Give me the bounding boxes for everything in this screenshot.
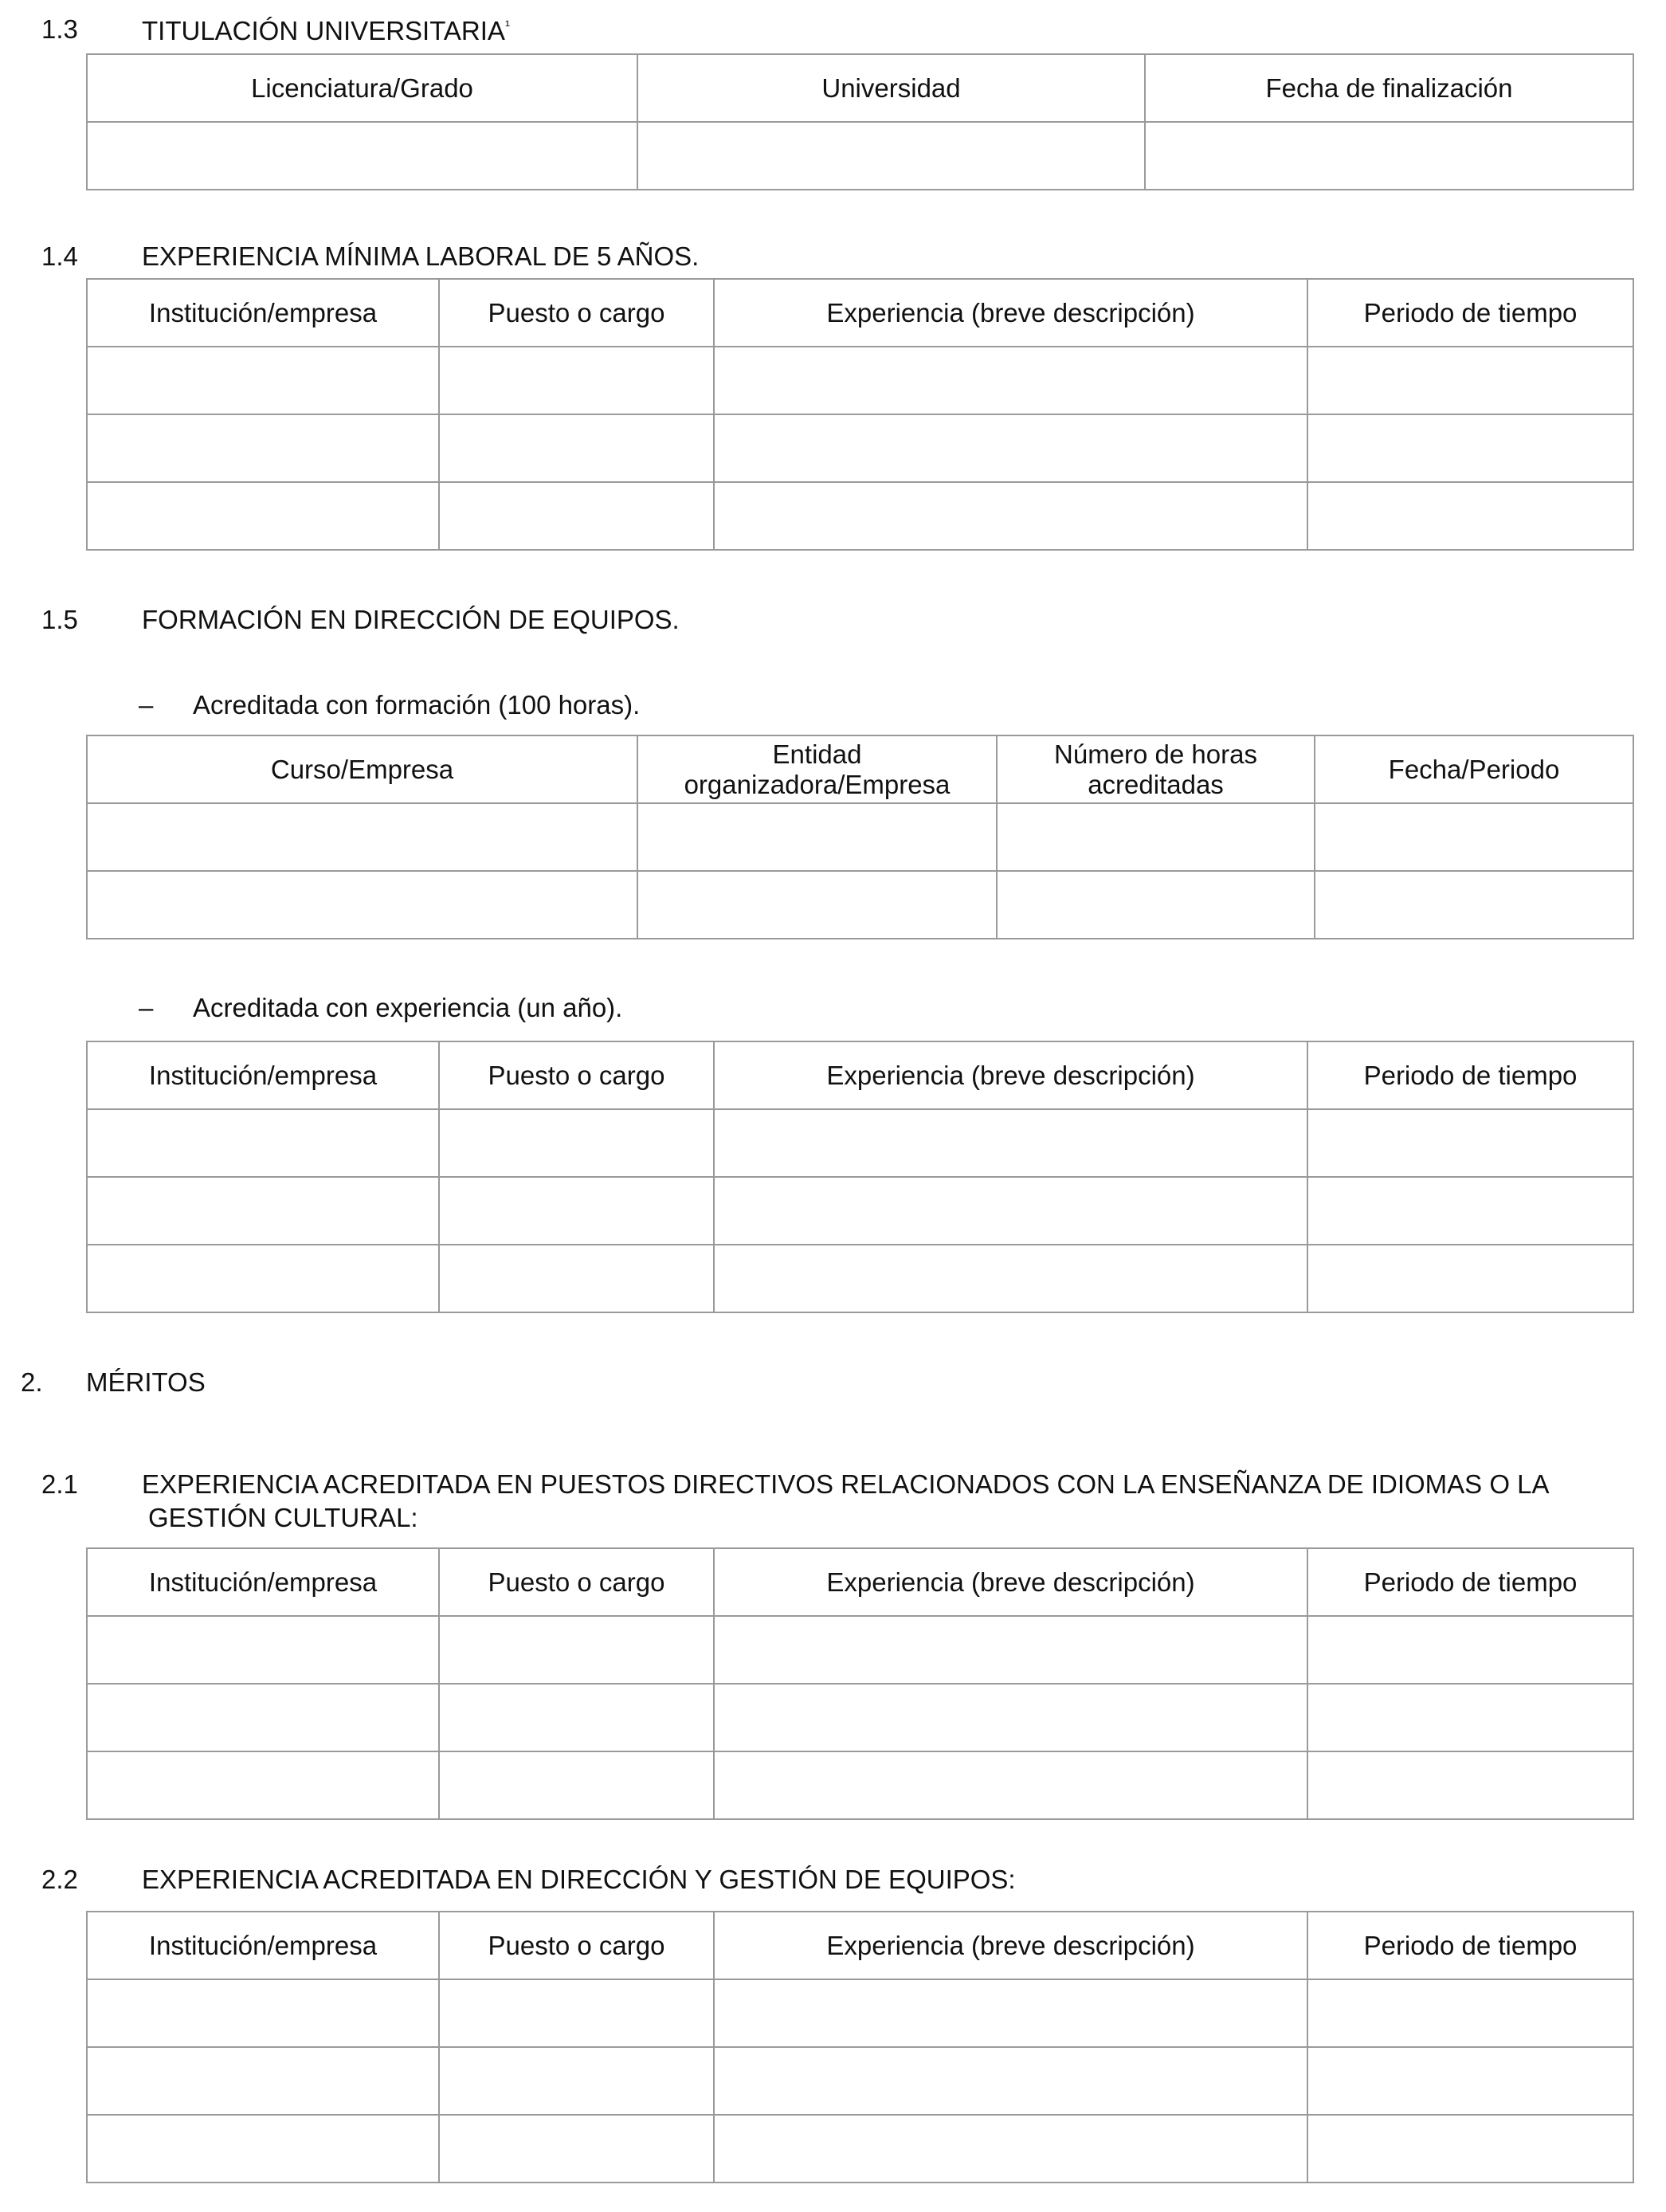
section-number: 1.4 bbox=[41, 241, 78, 271]
input-cell[interactable] bbox=[1315, 871, 1633, 939]
input-cell[interactable] bbox=[87, 1616, 439, 1684]
input-cell[interactable] bbox=[714, 414, 1307, 482]
input-cell[interactable] bbox=[87, 482, 439, 550]
table-row[interactable] bbox=[87, 414, 1633, 482]
input-cell[interactable] bbox=[439, 1979, 714, 2047]
input-cell[interactable] bbox=[87, 1245, 439, 1312]
header-cell: Institución/empresa bbox=[87, 1912, 439, 1979]
bullet-text: Acreditada con experiencia (un año). bbox=[193, 993, 623, 1022]
input-cell[interactable] bbox=[1307, 1109, 1633, 1177]
input-cell[interactable] bbox=[1315, 803, 1633, 871]
header-cell: Experiencia (breve descripción) bbox=[714, 1041, 1307, 1109]
input-cell[interactable] bbox=[997, 803, 1315, 871]
input-cell[interactable] bbox=[87, 122, 637, 190]
input-cell[interactable] bbox=[714, 2047, 1307, 2115]
input-cell[interactable] bbox=[1307, 414, 1633, 482]
header-cell: Experiencia (breve descripción) bbox=[714, 279, 1307, 347]
table-row[interactable] bbox=[87, 1245, 1633, 1312]
table-header-row bbox=[87, 1548, 1633, 1616]
input-cell[interactable] bbox=[714, 1109, 1307, 1177]
header-cell: Periodo de tiempo bbox=[1307, 1548, 1633, 1616]
input-cell[interactable] bbox=[439, 1245, 714, 1312]
bullet-dash: – bbox=[139, 690, 154, 720]
header-cell: Puesto o cargo bbox=[439, 1912, 714, 1979]
header-cell: Experiencia (breve descripción) bbox=[714, 1548, 1307, 1616]
input-cell[interactable] bbox=[87, 1684, 439, 1751]
input-cell[interactable] bbox=[1307, 1979, 1633, 2047]
section-number: 2. bbox=[21, 1367, 43, 1397]
section-number: 2.2 bbox=[41, 1865, 78, 1894]
table-header-row bbox=[87, 1912, 1633, 1979]
header-cell: Puesto o cargo bbox=[439, 279, 714, 347]
input-cell[interactable] bbox=[1307, 1751, 1633, 1819]
header-cell: Institución/empresa bbox=[87, 279, 439, 347]
input-cell[interactable] bbox=[87, 1109, 439, 1177]
section-number: 1.5 bbox=[41, 605, 78, 634]
section-title: FORMACIÓN EN DIRECCIÓN DE EQUIPOS. bbox=[142, 605, 680, 634]
table-row[interactable] bbox=[87, 347, 1633, 414]
input-cell[interactable] bbox=[714, 1177, 1307, 1245]
input-cell[interactable] bbox=[714, 1979, 1307, 2047]
header-cell: Periodo de tiempo bbox=[1307, 1912, 1633, 1979]
table-row[interactable] bbox=[87, 1109, 1633, 1177]
input-cell[interactable] bbox=[1307, 347, 1633, 414]
input-cell[interactable] bbox=[439, 1684, 714, 1751]
input-cell[interactable] bbox=[87, 2047, 439, 2115]
table-row[interactable] bbox=[87, 2047, 1633, 2115]
input-cell[interactable] bbox=[1307, 482, 1633, 550]
input-cell[interactable] bbox=[87, 803, 637, 871]
input-cell[interactable] bbox=[997, 871, 1315, 939]
input-cell[interactable] bbox=[637, 803, 997, 871]
header-cell: Institución/empresa bbox=[87, 1041, 439, 1109]
section-title-line2: GESTIÓN CULTURAL: bbox=[148, 1503, 418, 1532]
input-cell[interactable] bbox=[87, 347, 439, 414]
input-cell[interactable] bbox=[439, 1109, 714, 1177]
table-header-row bbox=[87, 279, 1633, 347]
input-cell[interactable] bbox=[637, 122, 1145, 190]
table-header-row bbox=[87, 1041, 1633, 1109]
input-cell[interactable] bbox=[87, 414, 439, 482]
input-cell[interactable] bbox=[714, 347, 1307, 414]
header-cell: Experiencia (breve descripción) bbox=[714, 1912, 1307, 1979]
input-cell[interactable] bbox=[439, 1616, 714, 1684]
table-header-row bbox=[87, 54, 1633, 122]
input-cell[interactable] bbox=[439, 414, 714, 482]
table-row[interactable] bbox=[87, 2115, 1633, 2183]
input-cell[interactable] bbox=[1307, 2047, 1633, 2115]
input-cell[interactable] bbox=[714, 2115, 1307, 2183]
directive-experience-table bbox=[86, 1547, 1634, 1820]
degree-table bbox=[86, 53, 1634, 190]
input-cell[interactable] bbox=[1307, 1245, 1633, 1312]
input-cell[interactable] bbox=[87, 1751, 439, 1819]
header-cell: Puesto o cargo bbox=[439, 1548, 714, 1616]
section-title-line1: EXPERIENCIA ACREDITADA EN PUESTOS DIRECTIVOS RELACIONADOS CON LA ENSEÑANZA DE IDIOMAS O LA bbox=[142, 1469, 1550, 1499]
input-cell[interactable] bbox=[1145, 122, 1633, 190]
header-cell: Número de horas acreditadas bbox=[997, 735, 1315, 803]
input-cell[interactable] bbox=[1307, 1684, 1633, 1751]
header-cell: Licenciatura/Grado bbox=[87, 54, 637, 122]
input-cell[interactable] bbox=[1307, 1177, 1633, 1245]
input-cell[interactable] bbox=[439, 1751, 714, 1819]
input-cell[interactable] bbox=[714, 1751, 1307, 1819]
header-cell: Fecha/Periodo bbox=[1315, 735, 1633, 803]
training-table bbox=[86, 735, 1634, 939]
input-cell[interactable] bbox=[439, 347, 714, 414]
section-number: 2.1 bbox=[41, 1469, 78, 1499]
footnote-marker: ¹ bbox=[504, 18, 510, 33]
table-row[interactable] bbox=[87, 803, 1633, 871]
table-row[interactable] bbox=[87, 482, 1633, 550]
team-management-table bbox=[86, 1911, 1634, 2183]
input-cell[interactable] bbox=[1307, 2115, 1633, 2183]
input-cell[interactable] bbox=[714, 482, 1307, 550]
input-cell[interactable] bbox=[439, 2115, 714, 2183]
table-row[interactable] bbox=[87, 1616, 1633, 1684]
header-cell: Curso/Empresa bbox=[87, 735, 637, 803]
management-experience-table bbox=[86, 1041, 1634, 1313]
header-cell: Periodo de tiempo bbox=[1307, 279, 1633, 347]
input-cell[interactable] bbox=[87, 2115, 439, 2183]
input-cell[interactable] bbox=[637, 871, 997, 939]
input-cell[interactable] bbox=[714, 1616, 1307, 1684]
header-cell: Puesto o cargo bbox=[439, 1041, 714, 1109]
header-cell: Universidad bbox=[637, 54, 1145, 122]
input-cell[interactable] bbox=[714, 1245, 1307, 1312]
table-row[interactable] bbox=[87, 1979, 1633, 2047]
header-cell: Institución/empresa bbox=[87, 1548, 439, 1616]
header-cell: Entidad organizadora/Empresa bbox=[637, 735, 997, 803]
section-title bbox=[142, 16, 510, 46]
input-cell[interactable] bbox=[87, 1979, 439, 2047]
table-row[interactable] bbox=[87, 1177, 1633, 1245]
table-row[interactable] bbox=[87, 1684, 1633, 1751]
work-experience-table bbox=[86, 278, 1634, 551]
bullet-dash: – bbox=[139, 993, 154, 1022]
input-cell[interactable] bbox=[439, 482, 714, 550]
section-title: MÉRITOS bbox=[86, 1367, 206, 1397]
bullet-text: Acreditada con formación (100 horas). bbox=[193, 690, 641, 720]
table-row[interactable] bbox=[87, 871, 1633, 939]
table-header-row bbox=[87, 735, 1633, 803]
header-cell: Periodo de tiempo bbox=[1307, 1041, 1633, 1109]
table-row[interactable] bbox=[87, 122, 1633, 190]
table-row[interactable] bbox=[87, 1751, 1633, 1819]
header-cell: Fecha de finalización bbox=[1145, 54, 1633, 122]
input-cell[interactable] bbox=[439, 2047, 714, 2115]
section-title-text: TITULACIÓN UNIVERSITARIA bbox=[142, 16, 505, 45]
section-title: EXPERIENCIA MÍNIMA LABORAL DE 5 AÑOS. bbox=[142, 241, 700, 271]
section-number: 1.3 bbox=[41, 14, 78, 44]
section-title: EXPERIENCIA ACREDITADA EN DIRECCIÓN Y GESTIÓN DE EQUIPOS: bbox=[142, 1865, 1016, 1894]
input-cell[interactable] bbox=[87, 1177, 439, 1245]
input-cell[interactable] bbox=[1307, 1616, 1633, 1684]
input-cell[interactable] bbox=[87, 871, 637, 939]
input-cell[interactable] bbox=[439, 1177, 714, 1245]
input-cell[interactable] bbox=[714, 1684, 1307, 1751]
